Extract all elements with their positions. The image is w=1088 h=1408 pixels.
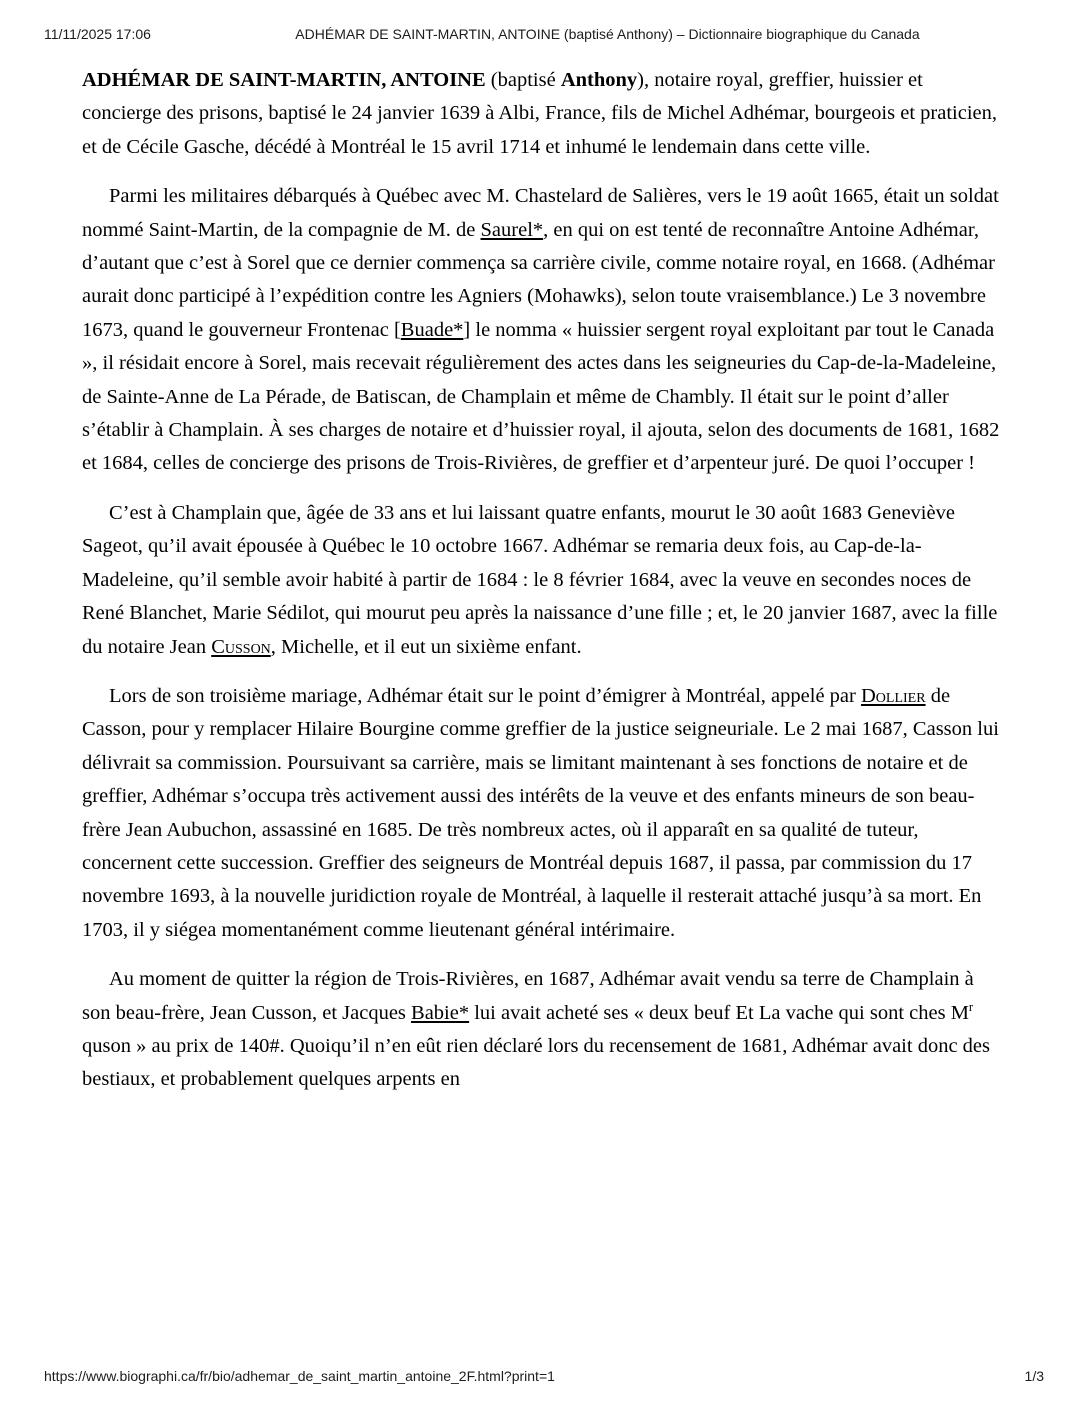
buade-link[interactable]: Buade* (400, 318, 464, 341)
paragraph (82, 963, 1007, 1097)
text-run: Anthony (560, 69, 638, 91)
text-run: Au moment de quitter la région de Trois-Rivières, en 1687, Adhémar avait vendu sa terre de Champlain à son beau-frère, Jean Cusson, et Jacques (82, 968, 974, 1024)
print-datetime: 11/11/2025 17:06 (44, 26, 151, 42)
babie-link[interactable]: Babie* (411, 1001, 470, 1024)
text-run: ), notaire royal, greffier, huissier et concierge des prisons, baptisé le 24 janvier 1639 à Albi, France, fils de Michel Adhémar, bourgeois et praticien, et de Cécile Gasche, décédé à Montréal le 15 avril 1714 et inhumé le lendemain dans cette ville. (82, 69, 997, 158)
text-run: quson » au prix de 140#. Quoiqu’il n’en eût rien déclaré lors du recensement de 1681, Adhémar avait donc des bestiaux, et probablement quelques arpents en (82, 1034, 990, 1091)
text-run: , Michelle, et il eut un sixième enfant. (270, 635, 582, 658)
paragraph (82, 180, 1007, 481)
dollier-link[interactable]: Dollier (860, 684, 926, 707)
page-number: 1/3 (1024, 1368, 1044, 1384)
paragraph (82, 680, 1007, 947)
print-document-title: ADHÉMAR DE SAINT-MARTIN, ANTOINE (baptisé Anthony) – Dictionnaire biographique du Canada (295, 26, 920, 42)
paragraph (82, 64, 1007, 164)
print-source-url: https://www.biographi.ca/fr/bio/adhemar_de_saint_martin_antoine_2F.html?print=1 (44, 1368, 555, 1384)
print-footer (44, 1368, 1044, 1384)
article (82, 64, 1007, 1113)
text-run: Parmi les militaires débarqués à Québec avec M. Chastelard de Salières, vers le 19 août 1665, était un soldat nommé Saint-Martin, de la compagnie de M. de (82, 185, 999, 241)
saurel-link[interactable]: Saurel* (480, 218, 544, 241)
text-run: ADHÉMAR DE SAINT-MARTIN, ANTOINE (82, 69, 486, 91)
cusson-link[interactable]: Cusson (211, 635, 271, 658)
text-run: Lors de son troisième mariage, Adhémar était sur le point d’émigrer à Montréal, appelé par (109, 684, 861, 707)
text-run: , en qui on est tenté de reconnaître Antoine Adhémar, d’autant que c’est à Sorel que ce dernier commença sa carrière civile, comme notaire royal, en 1668. (Adhémar aurait donc participé à l’expédition contre les Agniers (Mohawks), selon toute vraisemblance.) Le 3 novembre 1673, quand le gouverneur Frontenac [ (82, 218, 995, 341)
text-run: ] le nomma « huissier sergent royal exploitant par tout le Canada », il résidait encore à Sorel, mais recevait régulièrement des actes dans les seigneuries du Cap-de-la-Madeleine, de Sainte-Anne de La Pérade, de Batiscan, de Champlain et même de Chambly. Il était sur le point d’aller s’établir à Champlain. À ses charges de notaire et d’huissier royal, il ajouta, selon des documents de 1681, 1682 et 1684, celles de concierge des prisons de Trois-Rivières, de greffier et d’arpenteur juré. De quoi l’occuper ! (82, 318, 1000, 475)
text-run: lui avait acheté ses « deux beuf Et La vache qui sont ches M (469, 1001, 969, 1024)
text-run: C’est à Champlain que, âgée de 33 ans et lui laissant quatre enfants, mourut le 30 août 1683 Geneviève Sageot, qu’il avait épousée à Québec le 10 octobre 1667. Adhémar se remaria deux fois, au Cap-de-la-Madeleine, qu’il semble avoir habité à partir de 1684 : le 8 février 1684, avec la veuve en secondes noces de René Blanchet, Marie Sédilot, qui mourut peu après la naissance d’une fille ; et, le 20 janvier 1687, avec la fille du notaire Jean (82, 501, 998, 658)
paragraph (82, 497, 1007, 664)
text-run: de Casson, pour y remplacer Hilaire Bourgine comme greffier de la justice seigneuriale. Le 2 mai 1687, Casson lui délivrait sa commission. Poursuivant sa carrière, mais se limitant maintenant à ses fonctions de notaire et de greffier, Adhémar s’occupa très activement aussi des intérêts de la veuve et des enfants mineurs de son beau-frère Jean Aubuchon, assassiné en 1685. De très nombreux actes, où il apparaît en sa qualité de tuteur, concernent cette succession. Greffier des seigneurs de Montréal depuis 1687, il passa, par commission du 17 novembre 1693, à la nouvelle juridiction royale de Montréal, à laquelle il resterait attaché jusqu’à sa mort. En 1703, il y siégea momentanément comme lieutenant général intérimaire. (82, 684, 999, 941)
text-run: (baptisé (485, 69, 561, 91)
text-run: r (968, 999, 974, 1014)
print-header (44, 26, 1044, 42)
